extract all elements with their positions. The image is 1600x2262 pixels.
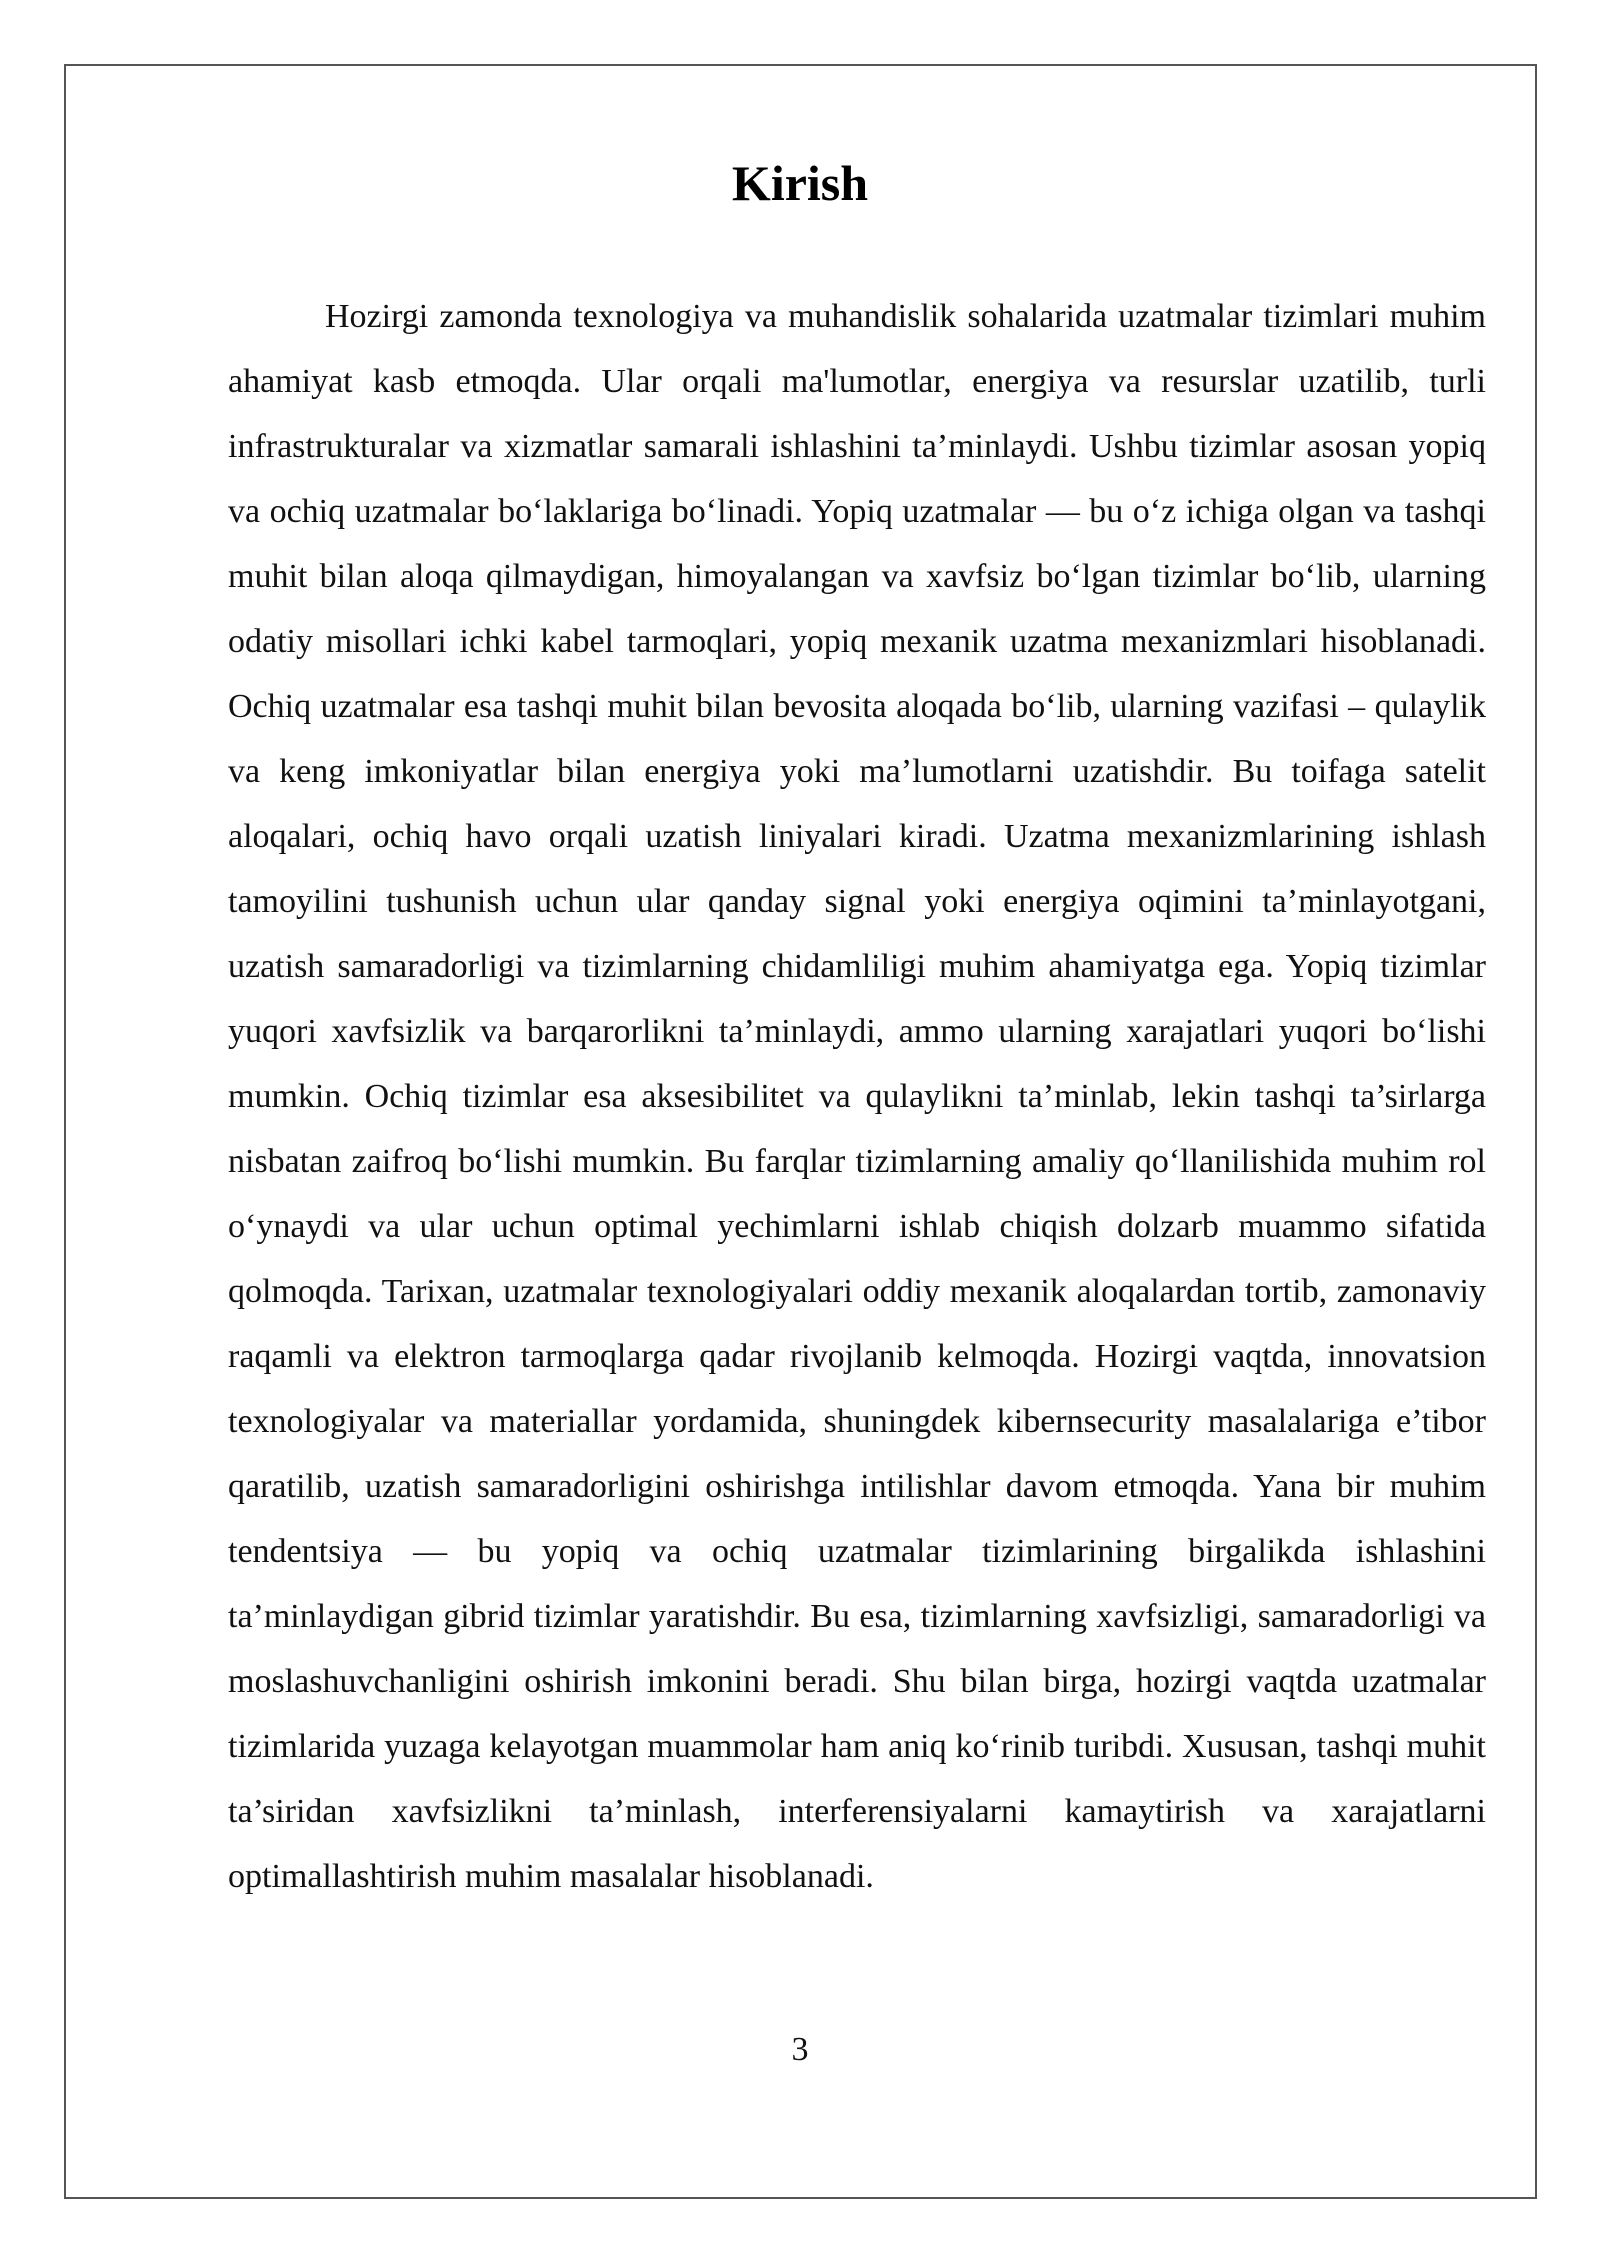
page-title: Kirish xyxy=(731,155,869,211)
page-number: 3 xyxy=(791,2031,809,2068)
body-paragraph: Hozirgi zamonda texnologiya va muhandislik sohalarida uzatmalar tizimlari muhim ahamiyat kasb etmoqda. Ular orqali ma'lumotlar, energiya va resurslar uzatilib, turli infrastrukturalar va xizmatlar samarali ishlashini ta’minlaydi. Ushbu tizimlar asosan yopiq va ochiq uzatmalar bo‘laklariga bo‘linadi. Yopiq uzatmalar — bu o‘z ichiga olgan va tashqi muhit bilan aloqa qilmaydigan, himoyalangan va xavfsiz bo‘lgan tizimlar bo‘lib, ularning odatiy misollari ichki kabel tarmoqlari, yopiq mexanik uzatma mexanizmlari hisoblanadi. Ochiq uzatmalar esa tashqi muhit bilan bevosita aloqada bo‘lib, ularning vazifasi – qulaylik va keng imkoniyatlar bilan energiya yoki ma’lumotlarni uzatishdir. Bu toifaga satelit aloqalari, ochiq havo orqali uzatish liniyalari kiradi. Uzatma mexanizmlarining ishlash tamoyilini tushunish uchun ular qanday signal yoki energiya oqimini ta’minlayotgani, uzatish samaradorligi va tizimlarning chidamliligi muhim ahamiyatga ega. Yopiq tizimlar yuqori xavfsizlik va barqarorlikni ta’minlaydi, ammo ularning xarajatlari yuqori bo‘lishi mumkin. Ochiq tizimlar esa aksesibilitet va qulaylikni ta’minlab, lekin tashqi ta’sirlarga nisbatan zaifroq bo‘lishi mumkin. Bu farqlar tizimlarning amaliy qo‘llanilishida muhim rol o‘ynaydi va ular uchun optimal yechimlarni ishlab chiqish dolzarb muammo sifatida qolmoqda. Tarixan, uzatmalar texnologiyalari oddiy mexanik aloqalardan tortib, zamonaviy raqamli va elektron tarmoqlarga qadar rivojlanib kelmoqda. Hozirgi vaqtda, innovatsion texnologiyalar va materiallar yordamida, shuningdek kibernsecurity masalalariga e’tibor qaratilib, uzatish samaradorligini oshirishga intilishlar davom etmoqda. Yana bir muhim tendentsiya — bu yopiq va ochiq uzatmalar tizimlarining birgalikda ishlashini ta’minlaydigan gibrid tizimlar yaratishdir. Bu esa, tizimlarning xavfsizligi, samaradorligi va moslashuvchanligini oshirish imkonini beradi. Shu bilan birga, hozirgi vaqtda uzatmalar tizimlarida yuzaga kelayotgan muammolar ham aniq ko‘rinib turibdi. Xususan, tashqi muhit ta’siridan xavfsizlikni ta’minlash, interferensiyalarni kamaytirish va xarajatlarni optimallashtirish muhim masalalar hisoblanadi. xyxy=(228,298,1486,1895)
